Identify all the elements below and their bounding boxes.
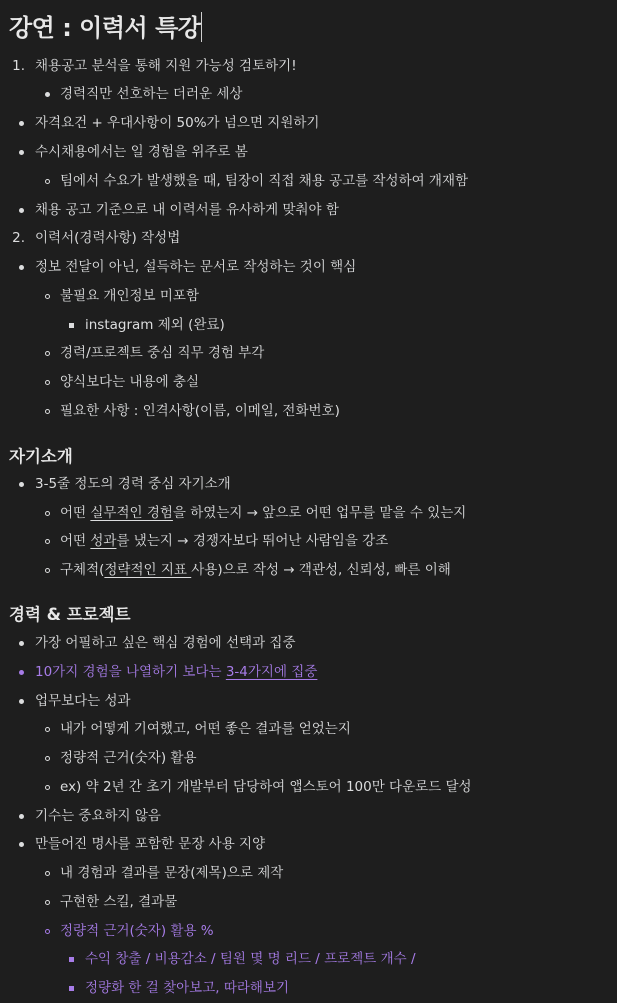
- list-item: [0, 84, 617, 104]
- underlined-text: 성과: [90, 533, 117, 549]
- list-item: [0, 257, 617, 277]
- underlined-text: 정략적인 지표: [104, 562, 192, 578]
- list-item: [0, 401, 617, 421]
- list-number: 1.: [12, 58, 25, 74]
- list-item-text: 팀에서 수요가 발생했을 때, 팀장이 직접 채용 공고를 작성하여 개재함: [60, 173, 469, 189]
- list-item-text: 가장 어필하고 싶은 핵심 경험에 선택과 집중: [35, 635, 296, 651]
- text-segment: 사용)으로 작성 → 객관성, 신뢰성, 빠른 이해: [191, 562, 451, 578]
- bullet-icon: [45, 92, 50, 97]
- section-heading-self-intro: 자기소개: [9, 447, 73, 466]
- list-item-text: [60, 560, 451, 580]
- bullet-icon: [19, 814, 24, 819]
- list-item-text: 경력/프로젝트 중심 직무 경험 부각: [60, 345, 265, 361]
- page-title-text: 강연 : 이력서 특강: [9, 14, 201, 42]
- bullet-icon: [19, 842, 24, 847]
- list-item-text: 내 경험과 결과를 문장(제목)으로 제작: [60, 865, 284, 881]
- list-item: [0, 286, 617, 306]
- list-item-text: 정량화 한 걸 찾아보고, 따라해보기: [85, 980, 290, 996]
- circle-bullet-icon: [45, 539, 50, 544]
- list-item-text: ex) 약 2년 간 초기 개발부터 담당하여 앱스토어 100만 다운로드 달성: [60, 779, 472, 795]
- list-item: [0, 171, 617, 191]
- list-item-text: 구현한 스킬, 결과물: [60, 894, 178, 910]
- list-item: [0, 834, 617, 854]
- list-item-text: [35, 662, 317, 682]
- list-number: 2.: [12, 230, 25, 246]
- list-item-text: 자격요건 + 우대사항이 50%가 넘으면 지원하기: [35, 115, 320, 131]
- list-item: [0, 719, 617, 739]
- list-item: [0, 474, 617, 494]
- list-item-text: 경력직만 선호하는 더러운 세상: [60, 86, 243, 102]
- bullet-icon: [19, 121, 24, 126]
- text-segment: 어떤: [60, 505, 91, 521]
- list-item: [0, 892, 617, 912]
- circle-bullet-icon: [45, 351, 50, 356]
- bullet-icon: [19, 265, 24, 270]
- bullet-icon: [19, 150, 24, 155]
- circle-bullet-icon: [45, 179, 50, 184]
- circle-bullet-icon: [45, 380, 50, 385]
- list-item: [0, 113, 617, 133]
- list-item-text: 만들어진 명사를 포함한 문장 사용 지양: [35, 836, 266, 852]
- list-item: [0, 228, 617, 248]
- underlined-text: 3-4가지에 집중: [225, 664, 318, 680]
- list-item: [0, 777, 617, 797]
- list-item: [0, 863, 617, 883]
- list-item-text: 이력서(경력사항) 작성법: [35, 230, 181, 246]
- list-item-text: instagram 제외 (완료): [85, 317, 225, 333]
- list-item-text: 필요한 사항 : 인격사항(이름, 이메일, 전화번호): [60, 403, 340, 419]
- square-bullet-icon: [69, 323, 74, 328]
- list-item-text: 기수는 중요하지 않음: [35, 808, 161, 824]
- list-item-text: 수익 창출 / 비용감소 / 팀원 몇 명 리드 / 프로젝트 개수 /: [85, 951, 416, 967]
- list-item-highlighted: [0, 978, 617, 998]
- square-bullet-icon: [69, 986, 74, 991]
- square-bullet-icon: [69, 957, 74, 962]
- section-heading-career: 경력 & 프로젝트: [9, 605, 131, 624]
- list-item: [0, 691, 617, 711]
- text-segment: 구체적(: [60, 562, 105, 578]
- list-item-text: 정량적 근거(숫자) 활용 %: [60, 923, 214, 939]
- circle-bullet-icon: [45, 511, 50, 516]
- circle-bullet-icon: [45, 568, 50, 573]
- list-item-highlighted: [0, 949, 617, 969]
- list-item: [0, 315, 617, 335]
- list-item-text: 수시채용에서는 일 경험을 위주로 봄: [35, 144, 248, 160]
- circle-bullet-icon: [45, 871, 50, 876]
- text-cursor: [201, 12, 202, 42]
- circle-bullet-icon: [45, 727, 50, 732]
- text-segment: 를 냈는지 → 경쟁자보다 뛰어난 사람임을 강조: [116, 533, 389, 549]
- list-item-text: 내가 어떻게 기여했고, 어떤 좋은 결과를 얻었는지: [60, 721, 351, 737]
- list-item-text: 정보 전달이 아닌, 설득하는 문서로 작성하는 것이 핵심: [35, 259, 357, 275]
- circle-bullet-icon: [45, 929, 50, 934]
- list-item-text: 정량적 근거(숫자) 활용: [60, 750, 197, 766]
- list-item: [0, 560, 617, 580]
- list-item-text: [60, 503, 466, 523]
- list-item-highlighted: [0, 921, 617, 941]
- bullet-icon: [19, 641, 24, 646]
- text-segment: 10가지 경험을 나열하기 보다는: [35, 664, 226, 680]
- circle-bullet-icon: [45, 294, 50, 299]
- page-title[interactable]: [9, 8, 202, 43]
- list-item-text: 업무보다는 성과: [35, 693, 131, 709]
- list-item: [0, 748, 617, 768]
- list-item: [0, 200, 617, 220]
- bullet-icon: [19, 699, 24, 704]
- list-item: [0, 56, 617, 76]
- circle-bullet-icon: [45, 409, 50, 414]
- list-item-text: 3-5줄 정도의 경력 중심 자기소개: [35, 476, 231, 492]
- list-item: [0, 343, 617, 363]
- list-item-text: 양식보다는 내용에 충실: [60, 374, 199, 390]
- bullet-icon: [19, 482, 24, 487]
- list-item-highlighted: [0, 662, 617, 682]
- list-item: [0, 372, 617, 392]
- list-item: [0, 633, 617, 653]
- list-item-text: [60, 531, 388, 551]
- text-segment: 어떤: [60, 533, 91, 549]
- circle-bullet-icon: [45, 756, 50, 761]
- bullet-icon: [19, 670, 24, 675]
- list-item: [0, 142, 617, 162]
- text-segment: 을 하였는지 → 앞으로 어떤 업무를 맡을 수 있는지: [172, 505, 467, 521]
- list-item: [0, 531, 617, 551]
- circle-bullet-icon: [45, 785, 50, 790]
- list-item-text: 채용공고 분석을 통해 지원 가능성 검토하기!: [35, 58, 297, 74]
- bullet-icon: [19, 208, 24, 213]
- list-item-text: 채용 공고 기준으로 내 이력서를 유사하게 맞춰야 함: [35, 202, 339, 218]
- circle-bullet-icon: [45, 900, 50, 905]
- list-item: [0, 806, 617, 826]
- underlined-text: 실무적인 경험: [90, 505, 173, 521]
- list-item: [0, 503, 617, 523]
- list-item-text: 불필요 개인정보 미포함: [60, 288, 199, 304]
